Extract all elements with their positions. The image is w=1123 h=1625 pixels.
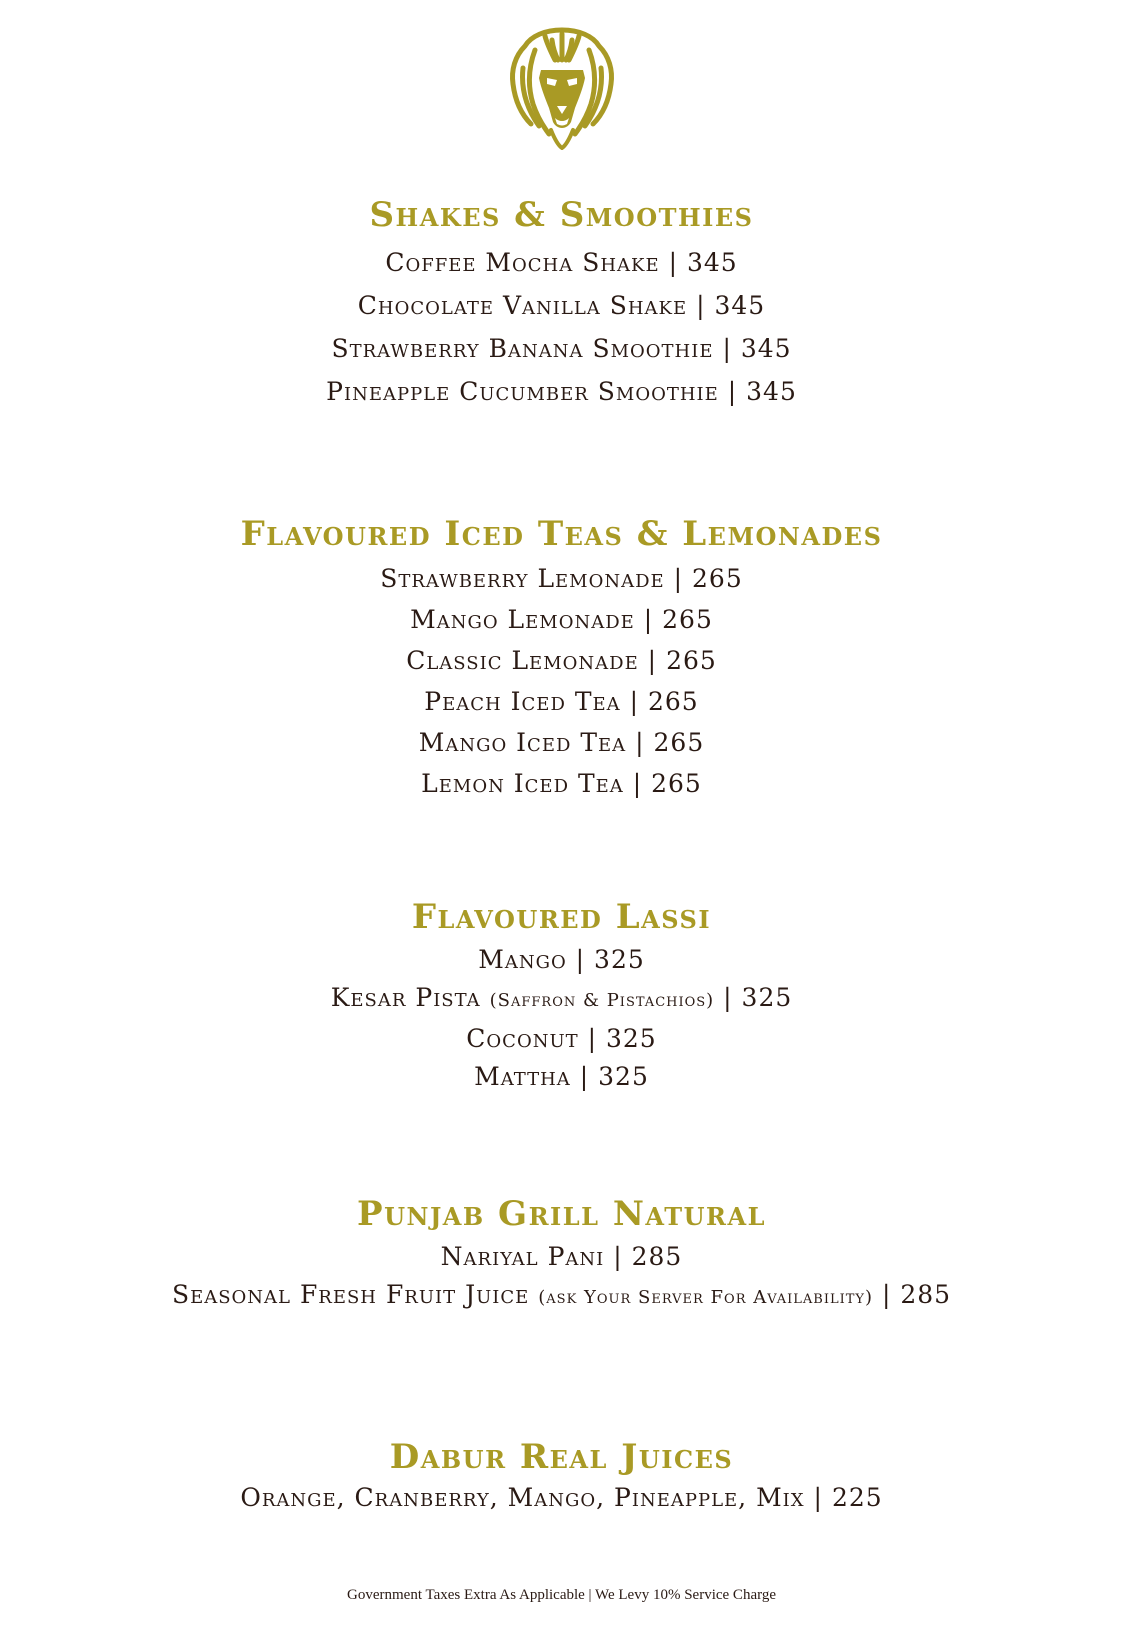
item-name: Mattha	[474, 1062, 571, 1091]
item-name: Classic Lemonade	[406, 646, 639, 675]
item-name: Chocolate Vanilla Shake	[357, 291, 688, 320]
section-title: Dabur Real Juices	[389, 1437, 734, 1477]
menu-item	[0, 763, 1123, 804]
menu-item	[0, 640, 1123, 681]
item-name: Seasonal Fresh Fruit Juice	[171, 1280, 530, 1309]
menu-item	[0, 941, 1123, 979]
item-price: 345	[686, 248, 738, 277]
item-list	[0, 1479, 1123, 1517]
separator: |	[723, 983, 733, 1012]
item-list	[0, 1238, 1123, 1317]
item-name: Mango Lemonade	[410, 605, 635, 634]
menu-item	[0, 284, 1123, 327]
item-name: Kesar Pista	[330, 983, 481, 1012]
separator: |	[643, 605, 654, 634]
separator: |	[668, 248, 678, 277]
item-price: 345	[740, 334, 792, 363]
item-price: 345	[714, 291, 766, 320]
menu-item	[0, 681, 1123, 722]
item-list	[0, 941, 1123, 1096]
item-name: Peach Iced Tea	[424, 687, 621, 716]
section-title: Shakes & Smoothies	[369, 195, 754, 235]
separator: |	[881, 1280, 892, 1309]
menu-item	[0, 558, 1123, 599]
item-price: 325	[594, 945, 645, 974]
item-name: Strawberry Banana Smoothie	[331, 334, 714, 363]
separator: |	[613, 1242, 623, 1271]
separator: |	[647, 646, 658, 675]
menu-item	[0, 722, 1123, 763]
item-price: 265	[666, 646, 717, 675]
menu-section-shakes-smoothies	[0, 195, 1123, 413]
separator: |	[696, 291, 706, 320]
section-title: Flavoured Lassi	[411, 897, 712, 937]
item-note: (Saffron & Pistachios)	[489, 990, 715, 1011]
item-name: Coconut	[466, 1024, 579, 1053]
item-price: 265	[692, 564, 743, 593]
separator: |	[629, 687, 640, 716]
menu-section-flavoured-lassi	[0, 897, 1123, 1096]
item-price: 225	[831, 1483, 883, 1512]
item-price: 345	[746, 377, 797, 406]
menu-section-punjab-grill-natural	[0, 1194, 1123, 1317]
separator: |	[579, 1062, 590, 1091]
item-price: 325	[605, 1024, 657, 1053]
item-name: Pineapple Cucumber Smoothie	[326, 377, 719, 406]
section-title: Flavoured Iced Teas & Lemonades	[240, 514, 883, 554]
item-name: Strawberry Lemonade	[380, 564, 665, 593]
footer-note: Government Taxes Extra As Applicable | We Levy 10% Service Charge	[347, 1587, 776, 1603]
item-note: (ask Your Server For Availability)	[538, 1287, 873, 1308]
menu-item	[0, 241, 1123, 284]
menu-item	[0, 599, 1123, 640]
section-title: Punjab Grill Natural	[357, 1194, 766, 1234]
item-list	[0, 241, 1123, 413]
menu-item	[0, 1020, 1123, 1058]
menu-item	[0, 327, 1123, 370]
item-price: 265	[662, 605, 713, 634]
separator: |	[727, 377, 738, 406]
menu-section-dabur-real-juices	[0, 1437, 1123, 1517]
item-name: Lemon Iced Tea	[421, 769, 624, 798]
separator: |	[632, 769, 643, 798]
item-price: 325	[741, 983, 793, 1012]
item-price: 265	[653, 728, 705, 757]
menu-item	[0, 1058, 1123, 1096]
menu-item	[0, 1479, 1123, 1517]
item-price: 285	[631, 1242, 683, 1271]
separator: |	[575, 945, 586, 974]
item-price: 285	[900, 1280, 952, 1309]
lion-head-icon	[505, 26, 619, 150]
item-price: 265	[647, 687, 699, 716]
item-price: 325	[598, 1062, 649, 1091]
separator: |	[635, 728, 645, 757]
item-name: Coffee Mocha Shake	[385, 248, 660, 277]
separator: |	[587, 1024, 598, 1053]
item-price: 265	[651, 769, 702, 798]
item-list	[0, 558, 1123, 804]
menu-item	[0, 1238, 1123, 1276]
separator: |	[813, 1483, 823, 1512]
menu-item	[0, 1276, 1123, 1317]
menu-section-iced-teas-lemonades	[0, 514, 1123, 804]
item-name: Mango Iced Tea	[418, 728, 627, 757]
item-name: Orange, Cranberry, Mango, Pineapple, Mix	[240, 1483, 805, 1512]
item-name: Mango	[478, 945, 567, 974]
item-name: Nariyal Pani	[440, 1242, 605, 1271]
menu-item	[0, 979, 1123, 1020]
separator: |	[722, 334, 732, 363]
separator: |	[673, 564, 684, 593]
menu-item	[0, 370, 1123, 413]
